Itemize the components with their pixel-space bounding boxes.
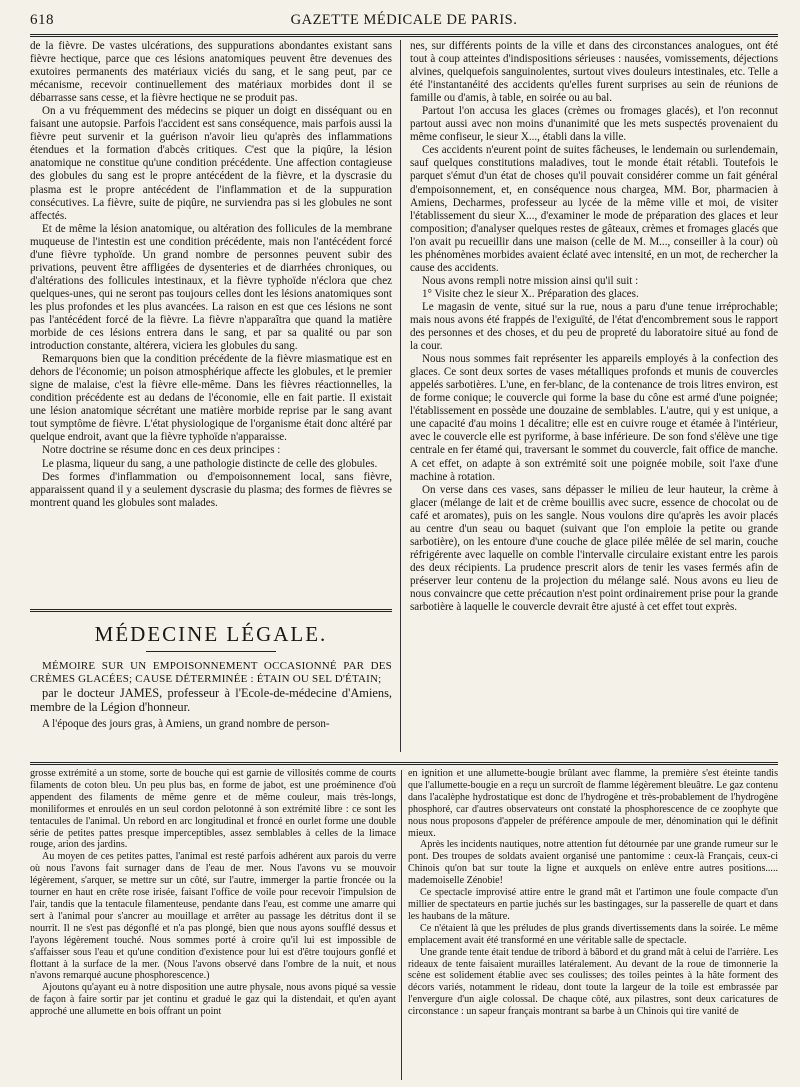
paragraph: Ce spectacle improvisé attire entre le grand mât et l'artimon une foule compacte d'un millier de spectateurs en partie juchés sur les bastingages, sur la passerelle de quart et dans les haubans de la mâture.: [408, 887, 778, 922]
paragraph: grosse extrémité a un stome, sorte de bouche qui est garnie de villosités comme de courts filaments de coton bleu. Un peu plus bas, en forme de jabot, est une proéminence d'où appendent des filaments de même genre et de même couleur, mais très-longs, moniliformes et enroulés en un seul cordon pelotonné à son extrémité libre : ce sont les tentacules de l'animal. Un rebord en arc longitudinal et froncé en ourlet forme une double série de petites pattes presque imperceptibles, assez semblables à celles de la limace rouge, arion des jardins.: [30, 768, 396, 851]
paragraph: Ce n'étaient là que les préludes de plus grands divertissements dans la soirée. Le même emplacement avait été transformé en une véritable salle de spectacle.: [408, 922, 778, 946]
paragraph: Et de même la lésion anatomique, ou altération des follicules de la membrane muqueuse de l'intestin est une condition précédente, mais non l'antécédent forcé d'une fièvre typhoïde. Un grand nombre de personnes peuvent subir des privations, peuvent être affligées de dysenteries et de diarrhées chroniques, ou d'altérations des follicules intestinaux, et la fièvre typhoïde n'éclora que chez quelques-unes, qui ne seront pas toujours celles dont les lésions anatomiques sont les plus profondes et les plus avancées. La raison en est que ces lésions ne sont pas l'antécédent forcé de la fièvre. La fièvre n'apparaîtra que quand la matière morbide de ces lésions entrera dans le sang, et par sa qualité ou par son introduction constante, altérera, viciera les globules du sang.: [30, 222, 392, 353]
section-separator: [30, 609, 392, 612]
paragraph: en ignition et une allumette-bougie brûlant avec flamme, la première s'est éteinte tandis que l'allumette-bougie en a reçu un surcroît de flamme légèrement bleuâtre. Le gaz contenu dans l'acalèphe hydrostatique est donc de l'hydrogène et très-probablement de l'hydrogène phosphoré, car d'autres observateurs ont constaté la phosphorescence de ce zoophyte que nous nous proposons d'appeler de préférence ampoule de mer, dénomination qui le définit mieux.: [408, 768, 778, 839]
memoir-header: [30, 660, 392, 760]
paragraph: On verse dans ces vases, sans dépasser le milieu de leur hauteur, la crème à glacer (mélange de lait et de crème bouillis avec sucre, essence de chocolat ou de café et aromates), puis on les sangle. Nous voulons dire qu'après les avoir placés au centre d'un seau ou baquet (suivant que l'on emploie la petite ou grande sarbotière), on les entoure d'une couche de glace pilée mêlée de sel marin, couche réfrigérente avec laquelle on comble l'intervalle circulaire existant entre les parois des deux récipients. La prudence prescrit alors de tenir les vases fermés afin de préserver leur contenu de la projection du mélange salé. Nous avons eu lieu de nous convaincre que cette précaution n'est point ordinairement prise pour la grande sarbotière à laquelle le couvercle devrait être ajusté à cet effet tout exprès.: [410, 483, 778, 614]
journal-title: GAZETTE MÉDICALE DE PARIS.: [290, 12, 518, 28]
paragraph: nes, sur différents points de la ville et dans des circonstances analogues, ont été tout à coup atteintes d'indispositions sérieuses : nausées, vomissements, déjections alvines, quelquefois sanguinolentes, surtout vives douleurs intestinales, etc. Telle a été l'instantanéité des accidents qu'elles furent surprises au sein de réunions de famille ou d'amis, à table, en soirée ou au bal.: [410, 40, 778, 105]
column-upper-left: [30, 40, 392, 603]
paragraph: de la fièvre. De vastes ulcérations, des suppurations abondantes existant sans fièvre hectique, parce que ces lésions anatomiques peuvent être devenues des exutoires permanents des matériaux viciés du sang, et le sang peut, par ce mécanisme, recevoir continuellement des matériaux morbides dont il se débarrasse sans cesse, et la fièvre hectique ne se produit pas.: [30, 40, 392, 105]
column-divider-top: [400, 40, 401, 752]
memoir-title: MÉMOIRE SUR UN EMPOISONNEMENT OCCASIONNÉ PAR DES CRÈMES GLACÉES; CAUSE DÉTERMINÉE : ÉTAIN OU SEL D'ÉTAIN;: [30, 660, 392, 686]
feuilleton-rule: [30, 762, 778, 765]
paragraph: Ces accidents n'eurent point de suites fâcheuses, le lendemain ou surlendemain, sauf quelques constitutions maladives, tout le monde était rétabli. Toutefois le parquet s'émut d'un état de choses qu'il pouvait considérer comme un fait général d'empoisonnement, et, en conséquence nous chargea, MM. Bor, pharmacien à Amiens, Decharmes, professeur au lycée de la même ville et moi, de visiter l'établissement du sieur X..., d'examiner le mode de préparation des glaces et leur composition; d'analyser quelques restes de gâteaux, crèmes et fromages glacés que l'on avait pu recueillir dans une maison (celle de M. M..., conseiller à la cour) où les phénomènes morbides avaient éclaté avec intensité, en un mot, de rechercher la cause des accidents.: [410, 144, 778, 274]
section-title: MÉDECINE LÉGALE.: [94, 622, 328, 646]
header-double-rule: [30, 34, 778, 37]
memoir-byline: par le docteur JAMES, professeur à l'Ecole-de-médecine d'Amiens, membre de la Légion d'honneur.: [30, 686, 392, 715]
paragraph: Notre doctrine se résume donc en ces deux principes :: [42, 444, 281, 457]
paragraph: Le magasin de vente, situé sur la rue, nous a paru d'une tenue irréprochable; mais nous avons été frappés de l'exiguïté, de l'état d'encombrement sous le rapport des personnes et des choses, et du peu de propreté du laboratoire situé au fond de la cour.: [410, 300, 778, 353]
paragraph: Partout l'on accusa les glaces (crèmes ou fromages glacés), et l'on reconnut partout aussi avec non moins d'unanimité que les mets suspectés provenaient du même confiseur, le sieur X..., établi dans la ville.: [410, 105, 778, 144]
page-number: 618: [30, 12, 54, 28]
column-upper-right: [410, 40, 778, 760]
paragraph: On a vu fréquemment des médecins se piquer un doigt en disséquant ou en faisant une autopsie. Parfois l'accident est sans conséquence, mais parfois aussi la fièvre peut survenir et la guérison n'avoir lieu qu'après des inflammations étendues et la formation d'abcès critiques. C'est que la piqûre, la lésion anatomique ne constitue qu'une condition précédente. Une affection contagieuse des globules du sang est le propre antécédent de la fièvre, et la dyscrasie du plasma est le propre antécédent de l'inflammation et de la suppuration consécutives. La fièvre, suite de piqûre, ne surviendra pas si les globules ne sont affectés.: [30, 105, 392, 222]
paragraph: Remarquons bien que la condition précédente de la fièvre miasmatique est en dehors de l'économie; un poison atmosphérique affecte les globules, et le premier signe de malaise, c'est la fièvre elle-même. Dans les fièvres réactionnelles, la condition précédente est au dedans de l'économie, elle en fait partie. Il existait une lésion anatomique sécrétant une matière morbide reprise par le sang avant tout symptôme de fièvre. L'état physiologique de l'organisme était donc altéré par quelque endroit, avant que la fièvre typhoïde n'apparaisse.: [30, 353, 392, 444]
paragraph: Des formes d'inflammation ou d'empoisonnement local, sans fièvre, apparaissent quand il y a seulement dyscrasie du plasma; des formes de fièvres se montrent quand les globules sont malades.: [30, 470, 392, 509]
column-bottom-left: [30, 768, 396, 1083]
section-title-underline: [146, 651, 276, 652]
column-divider-bottom: [401, 770, 402, 1080]
paragraph: Au moyen de ces petites pattes, l'animal est resté parfois adhérent aux parois du verre où nous l'avons fait surnager dans de l'eau de mer. Nous l'avons vu se mouvoir légèrement, s'arquer, se mettre sur un côté, sur l'autre, immerger la partie froncée ou la tourner en haut en crête rose irisée, faisant l'office de voile pour recevoir l'impulsion de l'air, tandis que la tentacule filamenteuse, pendante dans l'eau, est comme une amarre qui sert à l'animal pour s'ancrer au mouillage et arrêter au passage les détritus dont il se nourrit. Il ne s'est pas dégonflé et n'a pas plongé, bien que nous ayons soufflé dessus et l'ayons légèrement touché. Nous sommes porté à croire qu'il lui est impossible de s'affaisser sous l'eau et qu'une condition d'existence pour lui est d'être toujours gonflé et flottant à la surface de la mer. (Nous l'avons observé dans l'ombre de la nuit, et nous n'avons remarqué aucune phosphorescence.): [30, 851, 396, 982]
paragraph: Le plasma, liqueur du sang, a une pathologie distincte de celle des globules.: [42, 457, 378, 470]
paragraph: Ajoutons qu'ayant eu à notre disposition une autre physale, nous avons piqué sa vessie de façon à faire sortir par jet continu et gradué le gaz qui la distendait, et qu'en ayant approché une allumette en bois offrant un point: [30, 982, 396, 1018]
paragraph: Après les incidents nautiques, notre attention fut détournée par une grande rumeur sur le pont. Des troupes de soldats avaient organisé une pantomime : ceux-là Français, ceux-ci Chinois qu'on bat sur toute la ligne et auxquels on enlève entre autres positions..... mademoiselle Zénobie!: [408, 839, 778, 887]
paragraph: Nous nous sommes fait représenter les appareils employés à la confection des glaces. Ce sont deux sortes de vases métalliques profonds et munis de couvercles appelés sarbotières. L'une, en fer-blanc, de la contenance de trois litres environ, est de forme conique; le couvercle qui forme la base du cône est armé d'une poignée; l'établissement en possède une douzaine de semblables. L'autre, qui y est unique, a une capacité d'au moins 1 décalitre; elle est en cuivre rouge et étamée à l'intérieur, avec le couvercle elle est pyriforme, à base inférieure. De son fond s'élève une tige centrale en fer étamé qui, traversant le sommet du couvercle, fait office de manche. A cet effet, on adapte à son extrémité soit une poignée mobile, soit l'axe d'une machine à rotation.: [410, 353, 778, 483]
paragraph: Nous avons rempli notre mission ainsi qu'il suit :: [422, 274, 639, 287]
subheading: 1° Visite chez le sieur X.. Préparation des glaces.: [422, 287, 639, 300]
running-head: [30, 6, 778, 28]
column-bottom-right: [408, 768, 778, 1083]
memoir-opening: A l'époque des jours gras, à Amiens, un grand nombre de person-: [42, 717, 330, 730]
paragraph: Une grande tente était tendue de tribord à bâbord et du grand mât à celui de l'arrière. Les rideaux de tente faisaient murailles latéralement. Au devant de la roue de timonnerie la scène est solidement établie avec ses coulisses; des toiles peintes à la hâte forment des décors variés, notamment le rideau, dont toute la largeur de la toile est embrassée par l'envergure d'un aigle colossal. De chaque côté, aux pilastres, sont deux caricatures de circonstance : un sapeur français montrant sa barbe à un Chinois qui tire vanité de: [408, 946, 778, 1018]
